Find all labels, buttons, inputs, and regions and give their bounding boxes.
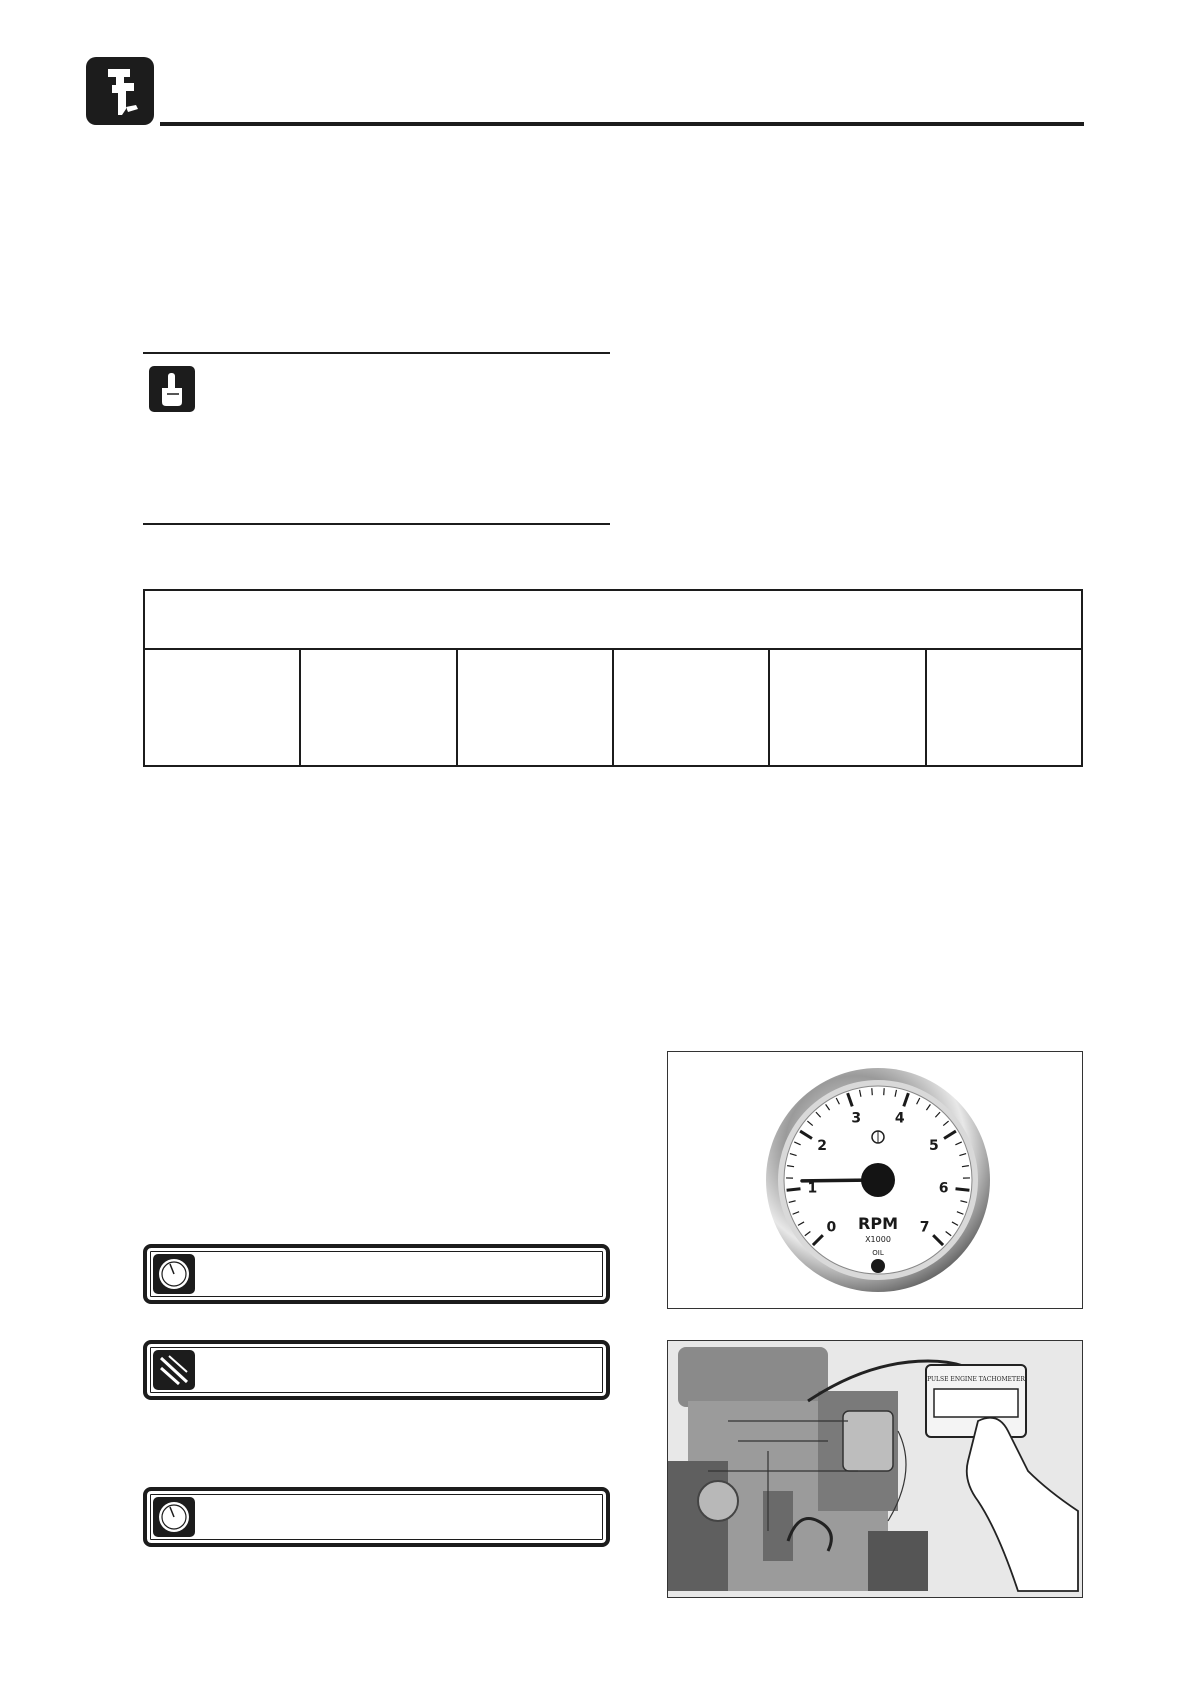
dial-number: 5 [929,1137,939,1154]
tach-unit: RPM [858,1214,898,1233]
gauge-icon [153,1497,195,1537]
spec-table-cell [614,650,770,767]
note-bottom-rule [143,523,610,525]
tachometer-figure [667,1051,1083,1309]
dial-number: 0 [826,1219,837,1236]
oil-can-icon [871,1259,885,1273]
device-label: PULSE ENGINE TACHOMETER [927,1376,1025,1383]
dial-number: 1 [807,1180,818,1197]
spec-table [143,589,1083,767]
tach-oil-label: OIL [872,1249,884,1257]
tools-icon [153,1350,195,1390]
tachometer-gauge [668,1052,1083,1309]
gauge-icon [153,1254,195,1294]
dial-number: 6 [938,1180,949,1197]
spec-table-cell [458,650,614,767]
device-display [934,1389,1018,1417]
spec-box-gauge [143,1244,610,1304]
dial-number: 7 [919,1219,930,1236]
dial-number: 3 [851,1110,862,1127]
spec-table-cell [770,650,926,767]
spec-box-tools [143,1340,610,1400]
spec-table-cell [927,650,1081,767]
dial-major-tick [956,1189,970,1191]
spec-table-header [145,591,1081,650]
note-top-rule [143,352,610,354]
dial-number: 4 [894,1110,905,1127]
dial-major-tick [787,1189,801,1191]
engine-pulse-tachometer-figure [667,1340,1083,1598]
spec-table-cell [145,650,301,767]
spec-table-cell [301,650,457,767]
spec-box-gauge [143,1487,610,1547]
tach-hub [861,1163,895,1197]
dial-number: 2 [817,1137,827,1154]
header-rule [160,122,1084,126]
tach-multiplier: X1000 [865,1235,891,1244]
pointing-hand-icon [149,366,195,412]
outboard-motor-icon [86,57,154,125]
engine-flywheel-cover [678,1347,828,1407]
